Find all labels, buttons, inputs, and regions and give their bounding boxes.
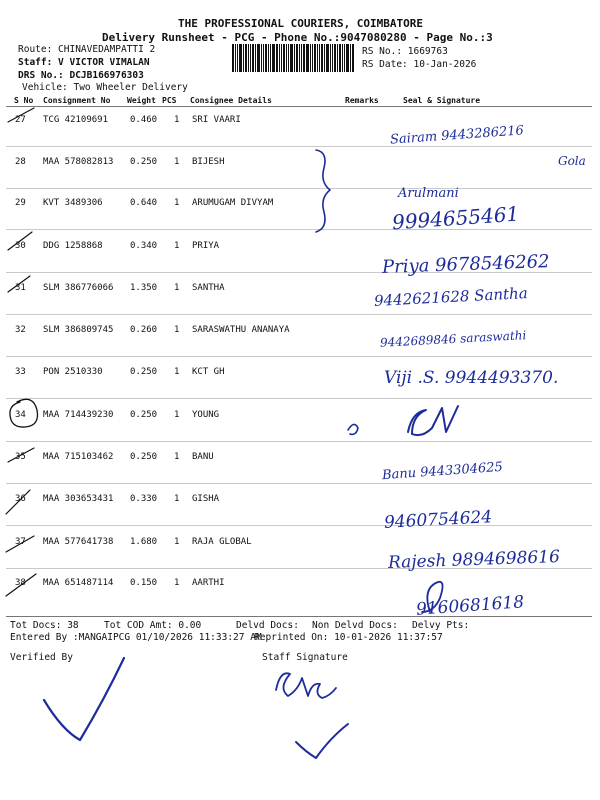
row-sno: 27 bbox=[15, 115, 26, 125]
row-sno: 30 bbox=[15, 241, 26, 251]
verified-by-label: Verified By bbox=[10, 652, 73, 663]
row-sno: 31 bbox=[15, 283, 26, 293]
staff-check-mark bbox=[296, 724, 348, 758]
route-label: Route: CHINAVEDAMPATTI 2 bbox=[18, 44, 156, 55]
row-consignment-number: MAA 714439230 bbox=[43, 410, 114, 420]
row-weight: 0.250 bbox=[130, 452, 158, 462]
col-consignment: Consignment No bbox=[43, 96, 111, 105]
row-weight: 1.680 bbox=[130, 537, 158, 547]
signature-33: Viji .S. 9944493370. bbox=[384, 368, 559, 388]
signature-28: Gola bbox=[558, 154, 586, 168]
col-signature: Seal & Signature bbox=[403, 96, 481, 105]
signature-36: 9460754624 bbox=[383, 507, 493, 533]
row-consignee: GISHA bbox=[192, 494, 220, 504]
row-pieces: 1 bbox=[174, 537, 180, 547]
row-pieces: 1 bbox=[174, 283, 180, 293]
signature-29-phone: 9994655461 bbox=[391, 201, 520, 235]
row-pieces: 1 bbox=[174, 198, 180, 208]
reprinted-on: Reprinted On: 10-01-2026 11:37:57 bbox=[254, 632, 443, 643]
rs-number: RS No.: 1669763 bbox=[362, 46, 448, 57]
signature-38-loop bbox=[422, 582, 443, 612]
vehicle-label: Vehicle: Two Wheeler Delivery bbox=[22, 82, 188, 93]
col-remarks: Remarks bbox=[345, 96, 379, 105]
row-consignee: KCT GH bbox=[192, 367, 225, 377]
signature-30: Priya 9678546262 bbox=[381, 251, 550, 278]
row-sno: 28 bbox=[15, 157, 26, 167]
row-consignment-number: MAA 303653431 bbox=[43, 494, 114, 504]
row-weight: 0.250 bbox=[130, 157, 158, 167]
row-pieces: 1 bbox=[174, 325, 180, 335]
row-pieces: 1 bbox=[174, 241, 180, 251]
staff-signature-scrawl bbox=[276, 673, 336, 698]
row-pieces: 1 bbox=[174, 578, 180, 588]
col-pcs: PCS bbox=[162, 96, 177, 105]
row-pieces: 1 bbox=[174, 367, 180, 377]
row-weight: 0.250 bbox=[130, 367, 158, 377]
row-sno: 35 bbox=[15, 452, 26, 462]
row-weight: 1.350 bbox=[130, 283, 158, 293]
row-consignee: SRI VAARI bbox=[192, 115, 241, 125]
brace-mark bbox=[316, 150, 330, 232]
row-consignee: SANTHA bbox=[192, 283, 225, 293]
row-weight: 0.250 bbox=[130, 410, 158, 420]
row-sno: 37 bbox=[15, 537, 26, 547]
row-consignment-number: MAA 578082813 bbox=[43, 157, 114, 167]
total-docs: Tot Docs: 38 bbox=[10, 620, 79, 631]
row-pieces: 1 bbox=[174, 410, 180, 420]
row-consignment-number: SLM 386809745 bbox=[43, 325, 114, 335]
row-weight: 0.330 bbox=[130, 494, 158, 504]
row-pieces: 1 bbox=[174, 452, 180, 462]
footer-rule bbox=[6, 616, 592, 617]
row-consignee: RAJA GLOBAL bbox=[192, 537, 252, 547]
row-consignment-number: KVT 3489306 bbox=[43, 198, 103, 208]
signature-34-mark bbox=[348, 424, 358, 434]
signature-32: 9442689846 saraswathi bbox=[379, 328, 527, 350]
row-consignee: AARTHI bbox=[192, 578, 225, 588]
entered-by: Entered By :MANGAIPCG 01/10/2026 11:33:27 AM bbox=[10, 632, 262, 643]
row-consignment-number: TCG 42109691 bbox=[43, 115, 109, 125]
signature-37: Rajesh 9894698616 bbox=[387, 547, 561, 573]
col-consignee: Consignee Details bbox=[190, 96, 272, 105]
row-weight: 0.640 bbox=[130, 198, 158, 208]
row-weight: 0.340 bbox=[130, 241, 158, 251]
row-sno: 36 bbox=[15, 494, 26, 504]
row-consignee: YOUNG bbox=[192, 410, 220, 420]
delivered-docs: Delvd Docs: bbox=[236, 620, 299, 631]
row-weight: 0.150 bbox=[130, 578, 158, 588]
row-consignee: SARASWATHU ANANAYA bbox=[192, 325, 290, 335]
row-consignment-number: MAA 577641738 bbox=[43, 537, 114, 547]
row-weight: 0.260 bbox=[130, 325, 158, 335]
row-consignment-number: PON 2510330 bbox=[43, 367, 103, 377]
row-sno: 32 bbox=[15, 325, 26, 335]
col-weight: Weight bbox=[127, 96, 156, 105]
row-consignee: BIJESH bbox=[192, 157, 225, 167]
circle-mark-34 bbox=[10, 399, 38, 427]
non-delivered-docs: Non Delvd Docs: bbox=[312, 620, 398, 631]
row-consignee: PRIYA bbox=[192, 241, 220, 251]
row-consignment-number: MAA 715103462 bbox=[43, 452, 114, 462]
tick-mark-36 bbox=[6, 490, 30, 514]
signature-34-scrawl bbox=[408, 406, 458, 435]
signature-29-name: Arulmani bbox=[398, 186, 459, 201]
row-pieces: 1 bbox=[174, 494, 180, 504]
company-title: THE PROFESSIONAL COURIERS, COIMBATORE bbox=[178, 17, 424, 30]
tick-mark-30 bbox=[8, 232, 32, 250]
row-consignment-number: DDG 1258868 bbox=[43, 241, 103, 251]
tick-mark-37 bbox=[6, 536, 34, 552]
row-pieces: 1 bbox=[174, 157, 180, 167]
staff-signature-label: Staff Signature bbox=[262, 652, 348, 663]
row-consignment-number: MAA 651487114 bbox=[43, 578, 114, 588]
runsheet-subtitle: Delivery Runsheet - PCG - Phone No.:9047080280 - Page No.:3 bbox=[102, 31, 493, 44]
row-consignee: BANU bbox=[192, 452, 214, 462]
signature-27: Sairam 9443286216 bbox=[389, 123, 525, 148]
row-pieces: 1 bbox=[174, 115, 180, 125]
drs-number: DRS No.: DCJB166976303 bbox=[18, 70, 144, 81]
tick-mark-31 bbox=[8, 276, 30, 292]
row-sno: 38 bbox=[15, 578, 26, 588]
tick-mark-35 bbox=[8, 448, 34, 462]
row-sno: 34 bbox=[15, 410, 26, 420]
verified-check-mark bbox=[44, 658, 124, 740]
row-sno: 29 bbox=[15, 198, 26, 208]
rs-date: RS Date: 10-Jan-2026 bbox=[362, 59, 477, 70]
row-consignment-number: SLM 386776066 bbox=[43, 283, 114, 293]
staff-label: Staff: V VICTOR VIMALAN bbox=[18, 57, 150, 68]
tick-mark-38 bbox=[6, 574, 36, 596]
signature-31: 9442621628 Santha bbox=[373, 283, 529, 311]
row-sno: 33 bbox=[15, 367, 26, 377]
signature-35: Banu 9443304625 bbox=[381, 459, 504, 484]
signature-38: 9160681618 bbox=[415, 592, 525, 620]
tick-mark-27 bbox=[8, 108, 34, 122]
total-cod-amount: Tot COD Amt: 0.00 bbox=[104, 620, 202, 631]
delivery-points: Delvy Pts: bbox=[412, 620, 470, 631]
row-consignee: ARUMUGAM DIVYAM bbox=[192, 198, 274, 208]
col-sno: S No bbox=[14, 96, 34, 105]
row-weight: 0.460 bbox=[130, 115, 158, 125]
